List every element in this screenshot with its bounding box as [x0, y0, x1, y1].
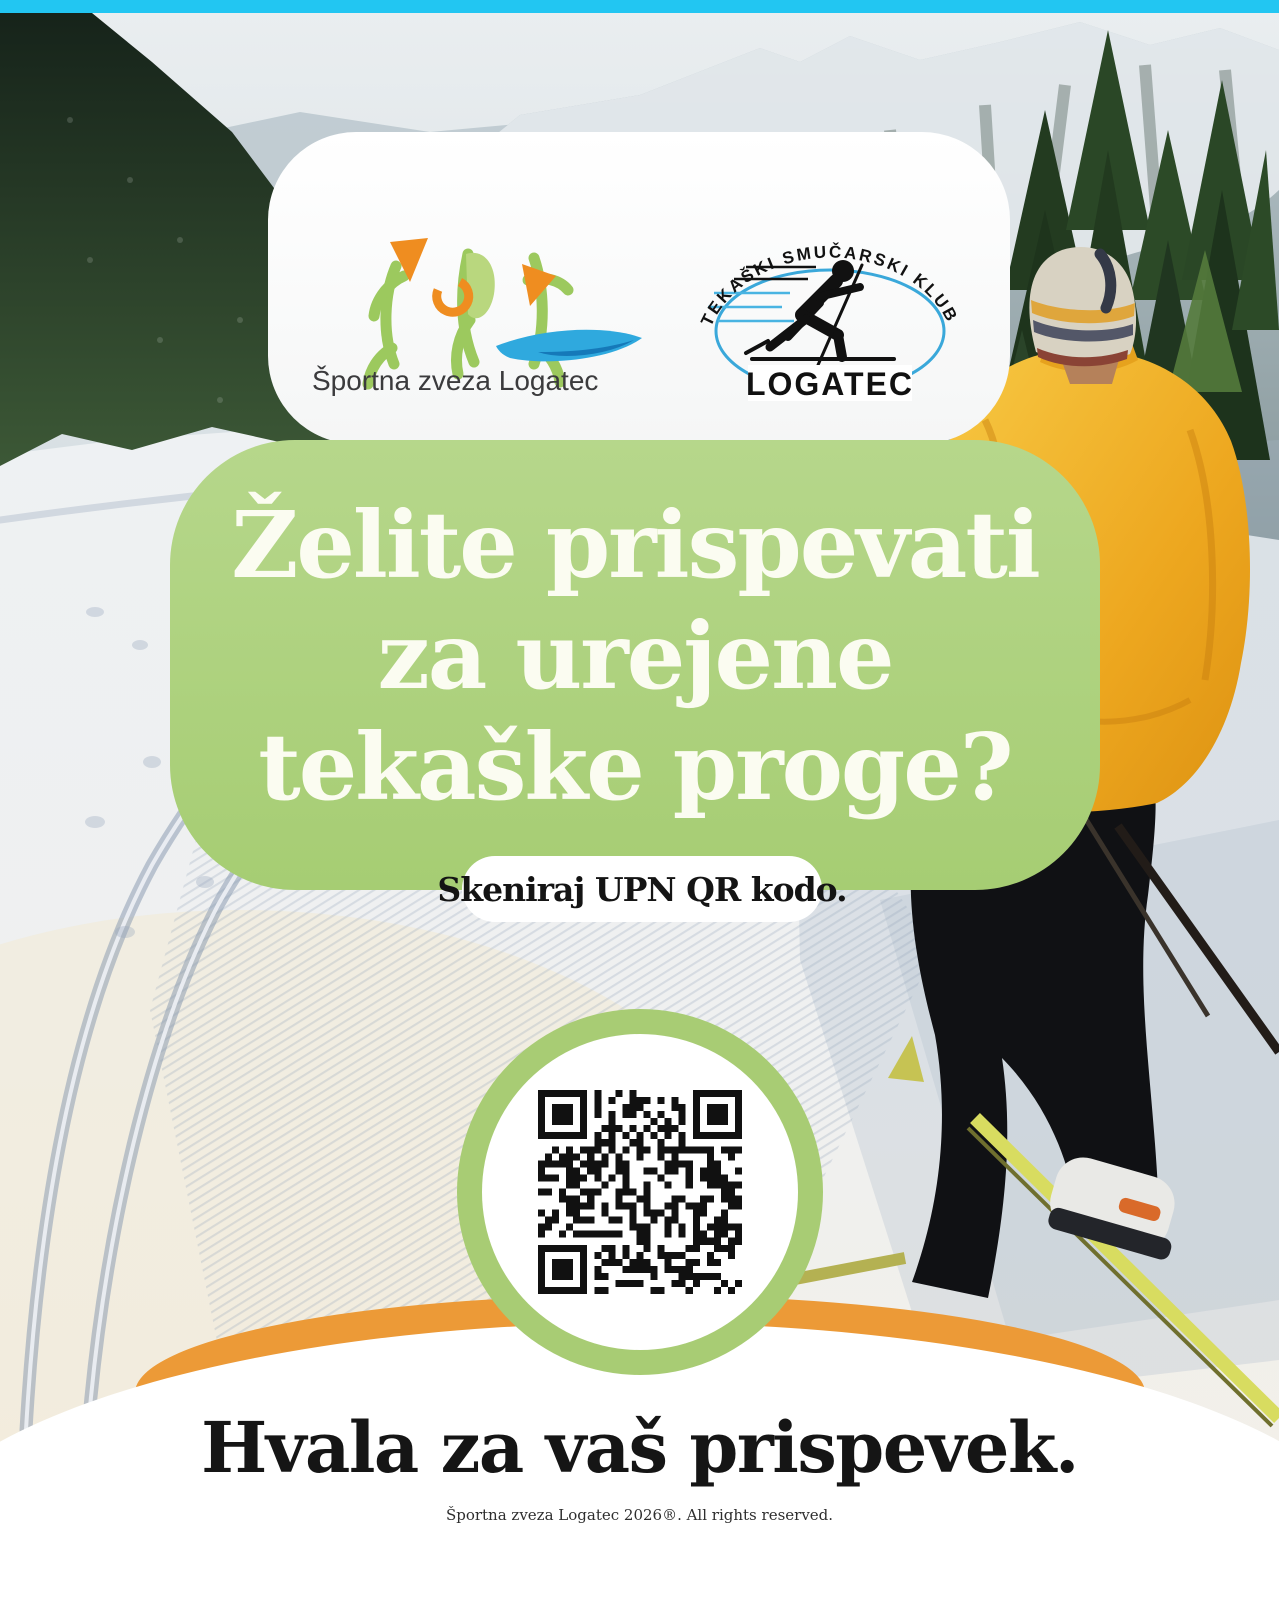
thanks-message: Hvala za vaš prispevek. — [201, 1406, 1078, 1489]
ski-club-name: LOGATEC — [745, 366, 915, 402]
tsk-logatec-logo — [690, 219, 970, 409]
top-accent-bar — [0, 0, 1279, 13]
upn-qr-code — [538, 1090, 742, 1294]
copyright-line: Športna zveza Logatec 2026®. All rights reserved. — [445, 1506, 834, 1524]
ski-club-arc-label: TEKAŠKI SMUČARSKI KLUB — [697, 242, 963, 330]
headline-line-2: za urejene — [377, 602, 893, 710]
federation-logo-caption: Športna zveza Logatec — [312, 365, 599, 396]
headline-line-1: Želite prispevati — [231, 491, 1039, 599]
headline-line-3: tekaške proge? — [258, 713, 1012, 821]
qr-badge-circle — [457, 1009, 823, 1375]
headline-box — [170, 440, 1100, 890]
logo-header-card — [268, 132, 1010, 444]
scan-qr-cta-label: Skeniraj UPN QR kodo. — [437, 869, 847, 909]
scan-qr-cta-pill — [437, 856, 847, 922]
sportna-zveza-logatec-logo — [308, 224, 648, 404]
